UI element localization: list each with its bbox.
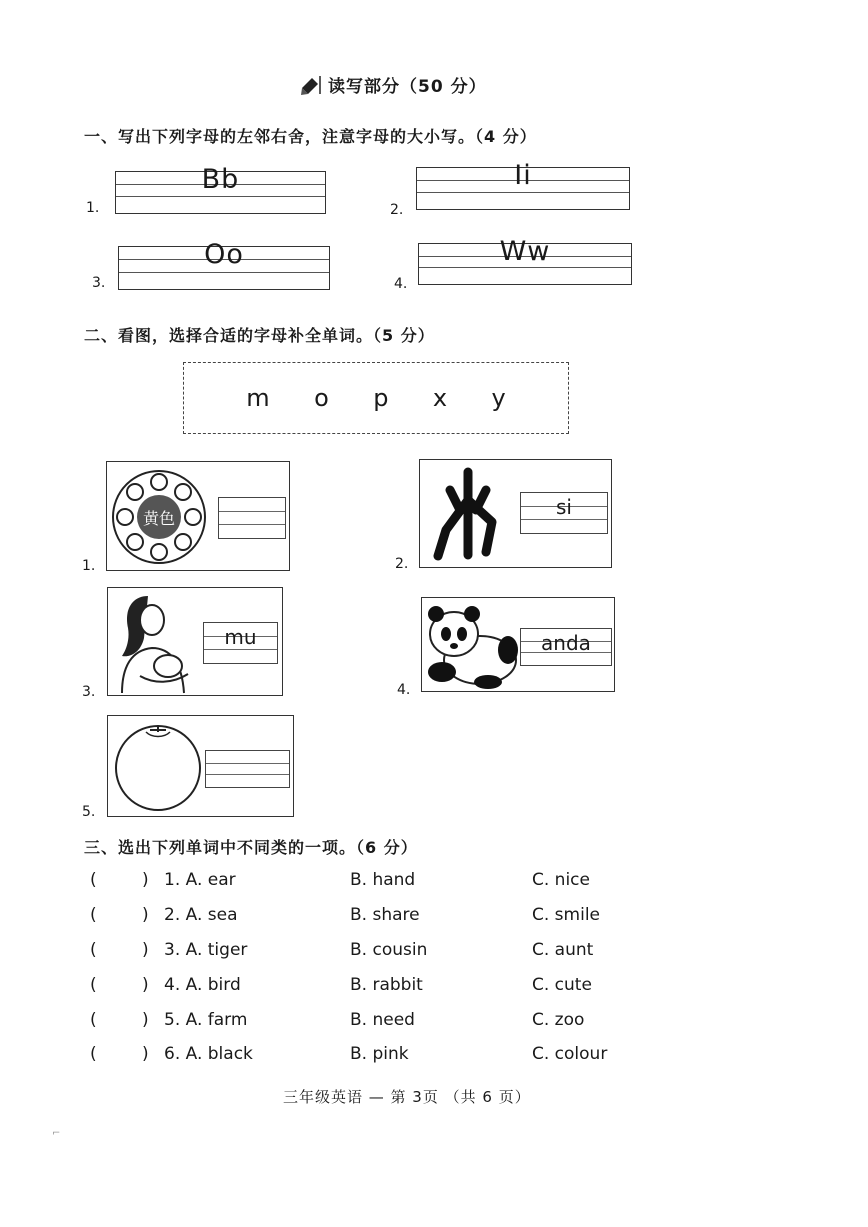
mother-baby-icon <box>108 588 203 695</box>
answer-paren-left[interactable]: ( <box>90 1010 97 1030</box>
letter-option: p <box>373 384 389 412</box>
letter-choice-box <box>183 362 569 434</box>
option-c: C. cute <box>532 975 592 995</box>
answer-paren-left[interactable]: ( <box>90 905 97 925</box>
picture-card-5 <box>107 715 294 817</box>
option-b: B. rabbit <box>350 975 423 995</box>
s1-item-2-number: 2. <box>390 202 404 218</box>
answer-grid-4[interactable] <box>520 628 612 666</box>
palette-label: 黄色 <box>142 509 176 528</box>
pencil-icon <box>300 74 322 96</box>
choice-row-3 <box>90 940 690 970</box>
picture-card-4 <box>421 597 615 692</box>
answer-grid-1[interactable] <box>218 497 286 539</box>
s2-item-4-number: 4. <box>397 682 411 698</box>
choice-row-5 <box>90 1010 690 1040</box>
answer-paren-left[interactable]: ( <box>90 870 97 890</box>
s2-item-5-number: 5. <box>82 804 96 820</box>
letters-bb: Bb <box>201 164 240 195</box>
option-c: C. nice <box>532 870 590 890</box>
panda-icon <box>422 598 522 691</box>
choice-row-2 <box>90 905 690 935</box>
answer-paren-left[interactable]: ( <box>90 1044 97 1064</box>
s1-item-4-number: 4. <box>394 276 408 292</box>
answer-grid-3[interactable] <box>203 622 278 664</box>
option-b: B. pink <box>350 1044 409 1064</box>
answer-paren-left[interactable]: ( <box>90 940 97 960</box>
option-a: 2. A. sea <box>164 905 238 925</box>
letter-option: m <box>246 384 270 412</box>
letter-option: y <box>491 384 506 412</box>
option-a: 4. A. bird <box>164 975 241 995</box>
answer-paren-right: ) <box>142 1010 149 1030</box>
page-title: 读写部分（50 分） <box>328 77 487 97</box>
letter-option: x <box>432 384 448 412</box>
picture-card-2 <box>419 459 612 568</box>
letters-oo: Oo <box>204 239 244 270</box>
picture-card-3 <box>107 587 283 696</box>
letters-ii: Ii <box>514 160 532 191</box>
orange-icon <box>108 716 208 816</box>
option-a: 3. A. tiger <box>164 940 248 960</box>
answer-paren-right: ) <box>142 870 149 890</box>
s2-item-1-number: 1. <box>82 558 96 574</box>
option-a: 6. A. black <box>164 1044 253 1064</box>
s2-item-2-number: 2. <box>395 556 409 572</box>
answer-paren-left[interactable]: ( <box>90 975 97 995</box>
word-fragment: mu <box>224 625 257 649</box>
chinese-character-icon <box>420 460 520 567</box>
choice-row-1 <box>90 870 690 900</box>
answer-paren-right: ) <box>142 905 149 925</box>
answer-paren-right: ) <box>142 1044 149 1064</box>
page-footer: 三年级英语 — 第 3页 （共 6 页） <box>283 1088 531 1106</box>
choice-row-6 <box>90 1044 690 1074</box>
option-c: C. zoo <box>532 1010 585 1030</box>
answer-grid-5[interactable] <box>205 750 290 788</box>
s1-item-1-number: 1. <box>86 200 100 216</box>
option-a: 1. A. ear <box>164 870 236 890</box>
letters-ww: Ww <box>499 236 551 267</box>
answer-grid-2[interactable] <box>520 492 608 534</box>
answer-paren-right: ) <box>142 940 149 960</box>
option-b: B. hand <box>350 870 416 890</box>
option-b: B. need <box>350 1010 415 1030</box>
color-palette-icon <box>107 462 207 570</box>
section1-title: 一、写出下列字母的左邻右舍，注意字母的大小写。（4 分） <box>84 127 537 146</box>
writing-grid-4[interactable] <box>418 236 632 285</box>
picture-card-1 <box>106 461 290 571</box>
choice-row-4 <box>90 975 690 1005</box>
s2-item-3-number: 3. <box>82 684 96 700</box>
option-a: 5. A. farm <box>164 1010 248 1030</box>
writing-grid-1[interactable] <box>115 164 326 214</box>
word-fragment: si <box>556 495 572 519</box>
section3-title: 三、选出下列单词中不同类的一项。（6 分） <box>84 838 418 857</box>
writing-grid-2[interactable] <box>416 160 630 210</box>
option-c: C. smile <box>532 905 600 925</box>
option-b: B. cousin <box>350 940 428 960</box>
section-header <box>300 72 487 97</box>
option-c: C. colour <box>532 1044 608 1064</box>
letter-option: o <box>314 384 329 412</box>
word-fragment: anda <box>541 631 591 655</box>
s1-item-3-number: 3. <box>92 275 106 291</box>
option-b: B. share <box>350 905 420 925</box>
writing-grid-3[interactable] <box>118 239 330 290</box>
option-c: C. aunt <box>532 940 594 960</box>
corner-mark: ⌐ <box>52 1128 61 1139</box>
answer-paren-right: ) <box>142 975 149 995</box>
section2-title: 二、看图，选择合适的字母补全单词。（5 分） <box>84 326 435 345</box>
